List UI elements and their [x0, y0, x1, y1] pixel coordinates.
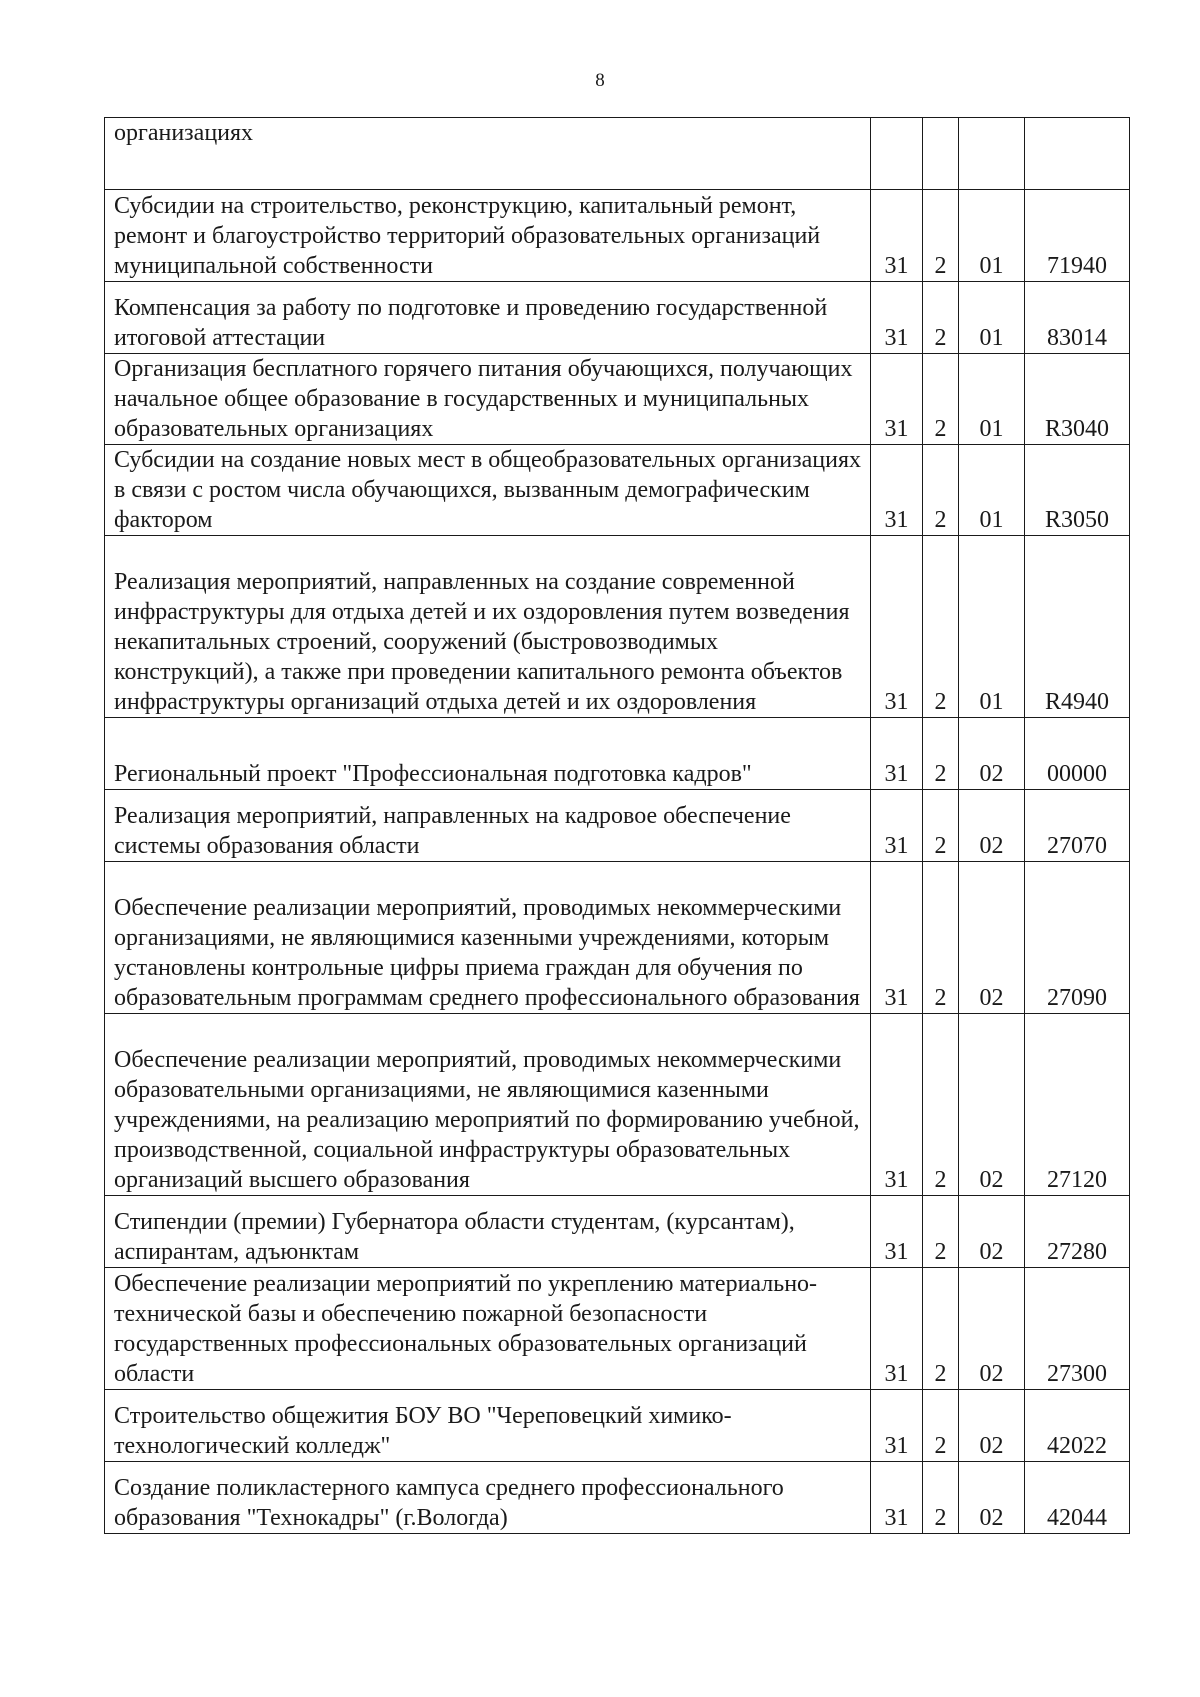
- code-direction: 27090: [1025, 862, 1130, 1014]
- row-name: Организация бесплатного горячего питания обучающихся, получающих начальное общее образование в государственных и муниципальных образовательных организациях: [105, 354, 871, 445]
- code-direction: 27280: [1025, 1196, 1130, 1268]
- row-name: Субсидии на создание новых мест в общеобразовательных организациях в связи с ростом числа обучающихся, вызванным демографическим фактором: [105, 445, 871, 536]
- code-program: 31: [871, 1462, 923, 1534]
- code-event: 02: [959, 718, 1025, 790]
- row-name: организациях: [105, 118, 871, 190]
- code-subprogram: 2: [923, 1268, 959, 1390]
- code-program: 31: [871, 445, 923, 536]
- code-event: 02: [959, 790, 1025, 862]
- row-name: Субсидии на строительство, реконструкцию, капитальный ремонт, ремонт и благоустройство территорий образовательных организаций муниципальной собственности: [105, 190, 871, 282]
- code-direction: 42044: [1025, 1462, 1130, 1534]
- row-name: Реализация мероприятий, направленных на создание современной инфраструктуры для отдыха детей и их оздоровления путем возведения некапитальных строений, сооружений (быстровозводимых конструкций), а также при проведении капитального ремонта объектов инфраструктуры организаций отдыха детей и их оздоровления: [105, 536, 871, 718]
- code-direction: R3040: [1025, 354, 1130, 445]
- table-row: [105, 1462, 1130, 1534]
- table-row: [105, 862, 1130, 1014]
- table-row: [105, 1014, 1130, 1196]
- row-name: Компенсация за работу по подготовке и проведению государственной итоговой аттестации: [105, 282, 871, 354]
- row-name: Стипендии (премии) Губернатора области студентам, (курсантам), аспирантам, адъюнктам: [105, 1196, 871, 1268]
- code-program: 31: [871, 190, 923, 282]
- page-number: 8: [595, 70, 605, 91]
- code-program: 31: [871, 862, 923, 1014]
- code-program: 31: [871, 1196, 923, 1268]
- row-name: Строительство общежития БОУ ВО "Череповецкий химико-технологический колледж": [105, 1390, 871, 1462]
- code-subprogram: 2: [923, 445, 959, 536]
- code-event: 02: [959, 1462, 1025, 1534]
- code-subprogram: 2: [923, 790, 959, 862]
- code-subprogram: 2: [923, 1196, 959, 1268]
- code-event: 01: [959, 282, 1025, 354]
- code-event: [959, 118, 1025, 190]
- code-event: 01: [959, 536, 1025, 718]
- code-event: 02: [959, 862, 1025, 1014]
- code-program: 31: [871, 354, 923, 445]
- code-program: 31: [871, 1268, 923, 1390]
- code-direction: R4940: [1025, 536, 1130, 718]
- code-event: 02: [959, 1014, 1025, 1196]
- row-name: Реализация мероприятий, направленных на кадровое обеспечение системы образования области: [105, 790, 871, 862]
- table-row: [105, 118, 1130, 190]
- code-direction: 27300: [1025, 1268, 1130, 1390]
- code-subprogram: 2: [923, 536, 959, 718]
- code-subprogram: 2: [923, 1014, 959, 1196]
- table-row: [105, 190, 1130, 282]
- code-direction: R3050: [1025, 445, 1130, 536]
- table-row: [105, 1390, 1130, 1462]
- table-row: [105, 282, 1130, 354]
- table-row: [105, 354, 1130, 445]
- code-event: 01: [959, 190, 1025, 282]
- code-event: 02: [959, 1196, 1025, 1268]
- table-row: [105, 536, 1130, 718]
- code-direction: 71940: [1025, 190, 1130, 282]
- code-subprogram: [923, 118, 959, 190]
- table-row: [105, 1268, 1130, 1390]
- code-event: 02: [959, 1268, 1025, 1390]
- code-event: 02: [959, 1390, 1025, 1462]
- code-subprogram: 2: [923, 354, 959, 445]
- code-event: 01: [959, 445, 1025, 536]
- table-row: [105, 445, 1130, 536]
- code-direction: 00000: [1025, 718, 1130, 790]
- code-program: [871, 118, 923, 190]
- code-program: 31: [871, 536, 923, 718]
- code-subprogram: 2: [923, 1462, 959, 1534]
- code-program: 31: [871, 282, 923, 354]
- row-name: Региональный проект "Профессиональная подготовка кадров": [105, 718, 871, 790]
- code-subprogram: 2: [923, 190, 959, 282]
- code-program: 31: [871, 790, 923, 862]
- code-subprogram: 2: [923, 718, 959, 790]
- budget-classification-table: [104, 117, 1130, 1534]
- code-subprogram: 2: [923, 862, 959, 1014]
- row-name: Обеспечение реализации мероприятий, проводимых некоммерческими организациями, не являющимися казенными учреждениями, которым установлены контрольные цифры приема граждан для обучения по образовательным программам среднего профессионального образования: [105, 862, 871, 1014]
- code-direction: [1025, 118, 1130, 190]
- code-program: 31: [871, 1390, 923, 1462]
- row-name: Создание поликластерного кампуса среднего профессионального образования "Технокадры" (г.Вологда): [105, 1462, 871, 1534]
- code-direction: 83014: [1025, 282, 1130, 354]
- table-row: [105, 718, 1130, 790]
- code-subprogram: 2: [923, 1390, 959, 1462]
- table-row: [105, 790, 1130, 862]
- code-direction: 42022: [1025, 1390, 1130, 1462]
- code-event: 01: [959, 354, 1025, 445]
- code-direction: 27070: [1025, 790, 1130, 862]
- row-name: Обеспечение реализации мероприятий, проводимых некоммерческими образовательными организациями, не являющимися казенными учреждениями, на реализацию мероприятий по формированию учебной, производственной, социальной инфраструктуры образовательных организаций высшего образования: [105, 1014, 871, 1196]
- code-direction: 27120: [1025, 1014, 1130, 1196]
- code-subprogram: 2: [923, 282, 959, 354]
- code-program: 31: [871, 718, 923, 790]
- table-row: [105, 1196, 1130, 1268]
- code-program: 31: [871, 1014, 923, 1196]
- row-name: Обеспечение реализации мероприятий по укреплению материально-технической базы и обеспечению пожарной безопасности государственных профессиональных образовательных организаций области: [105, 1268, 871, 1390]
